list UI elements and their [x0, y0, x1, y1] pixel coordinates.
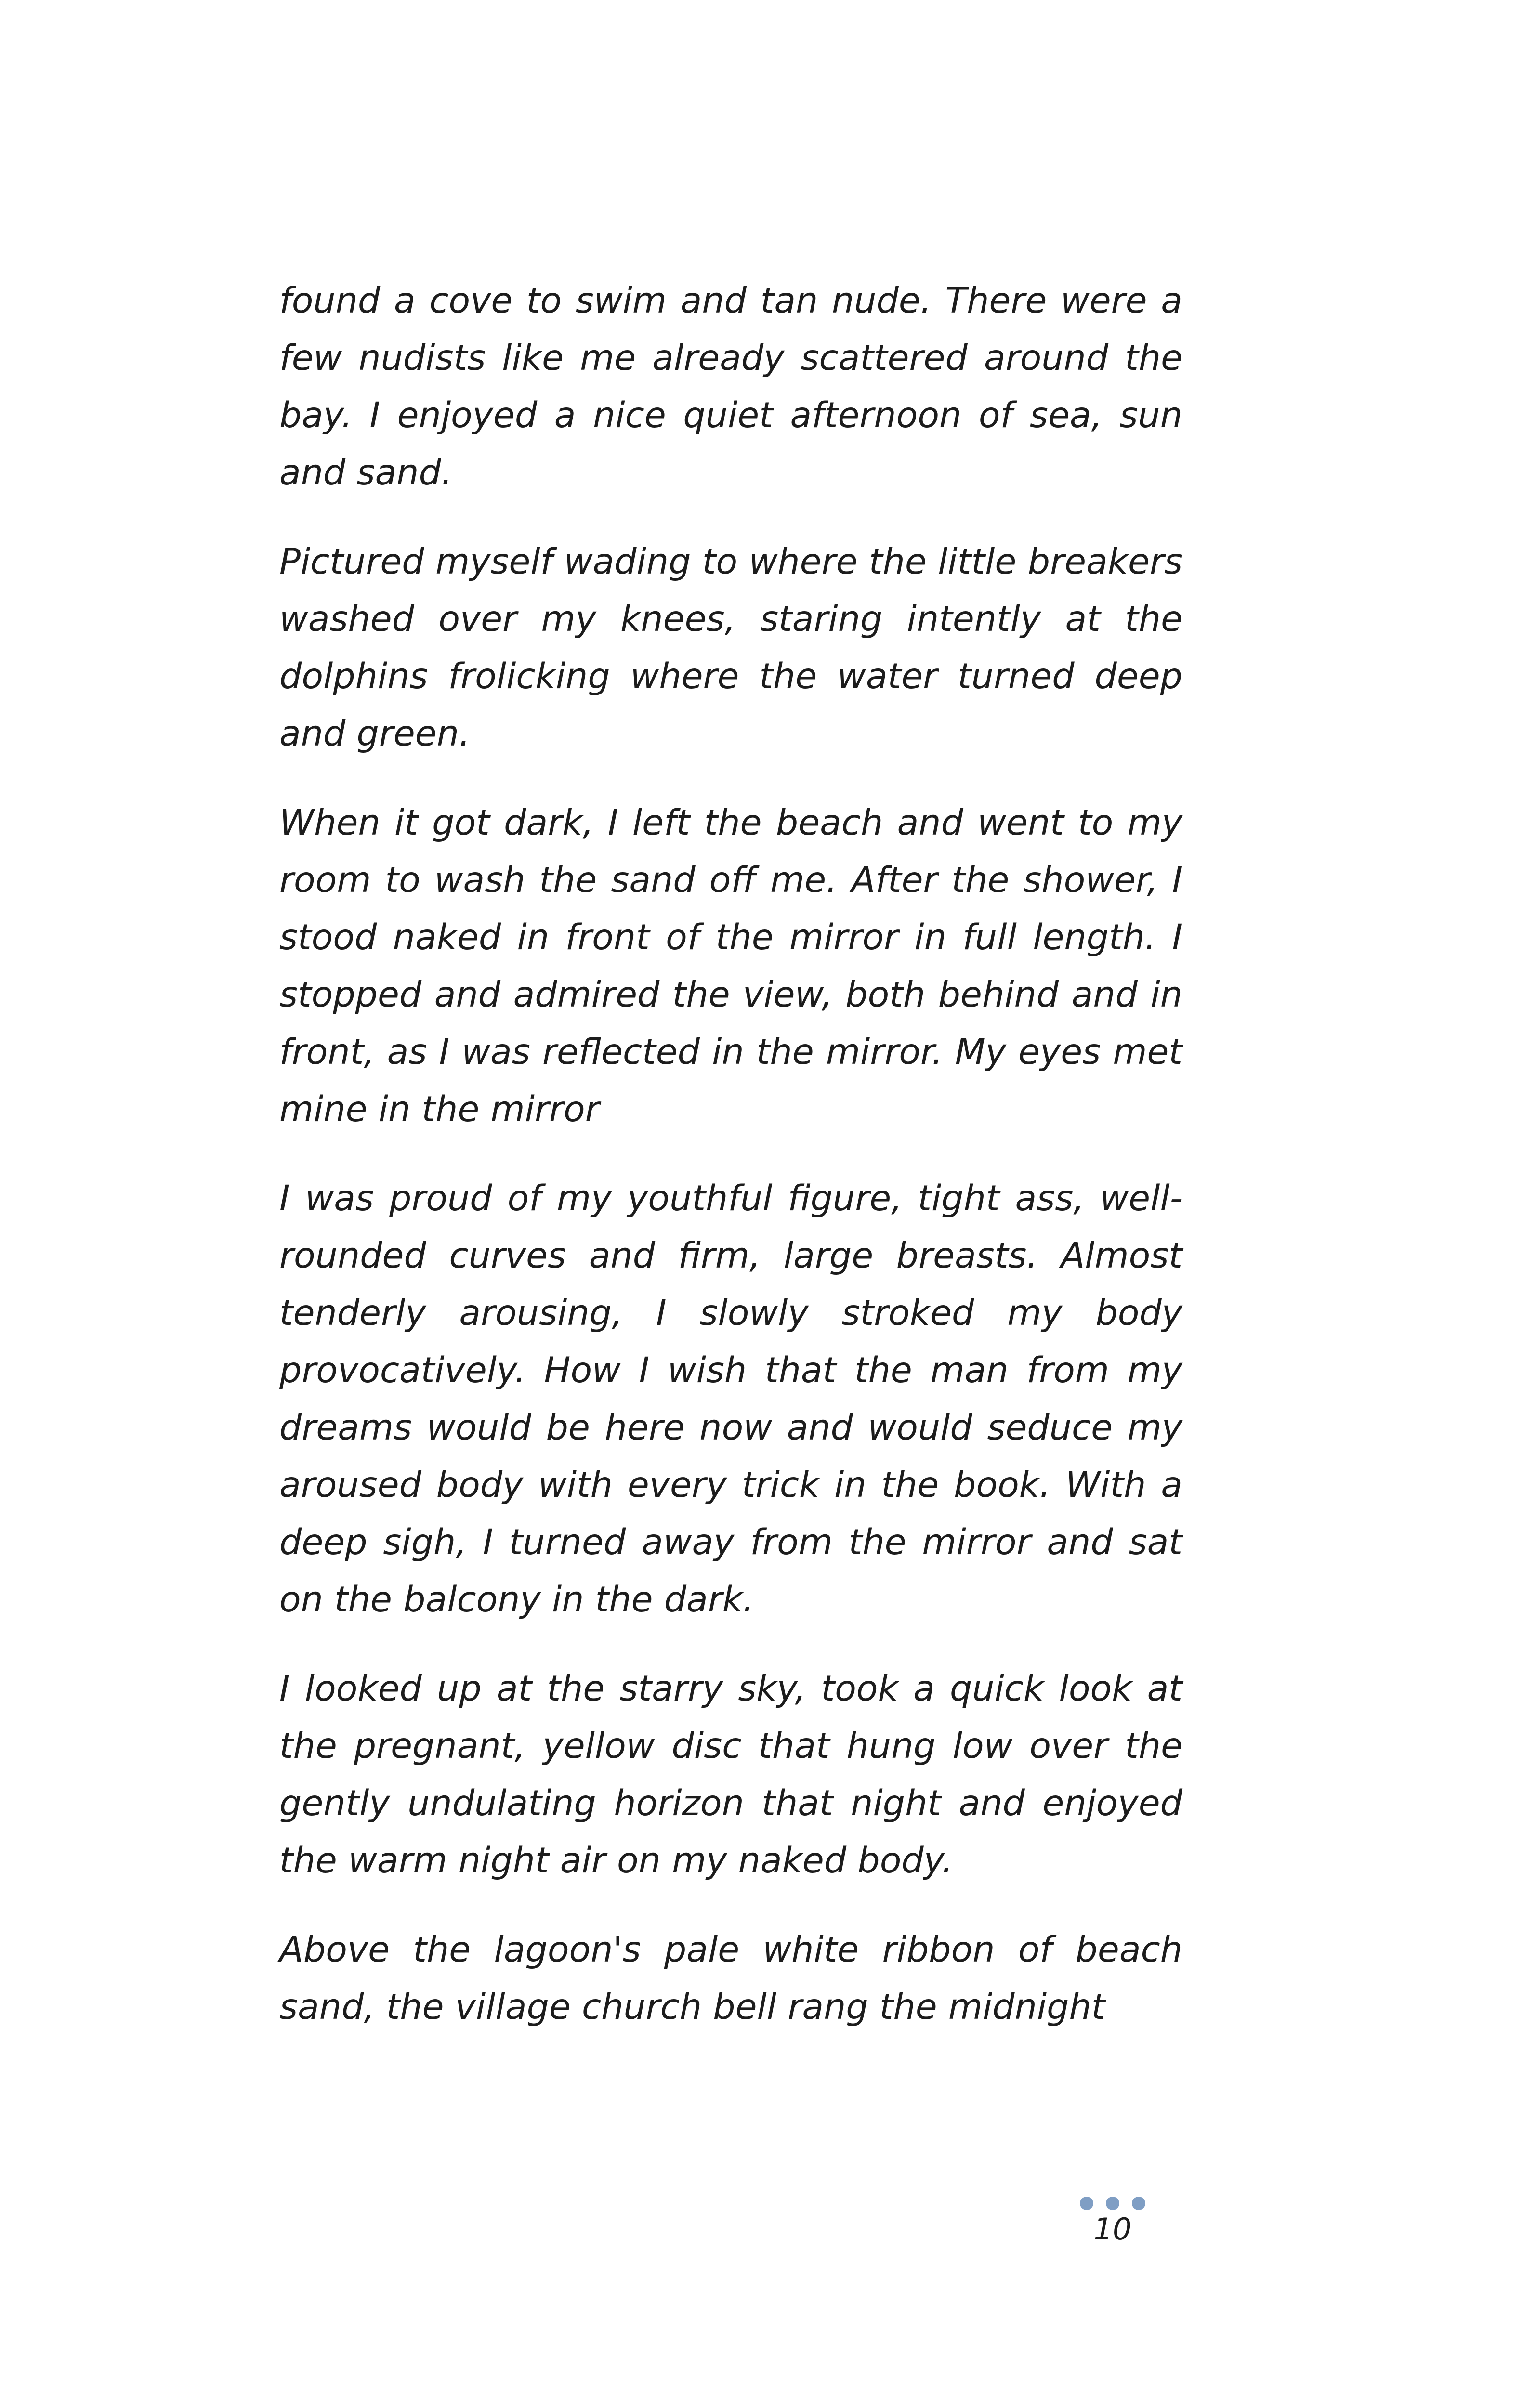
paragraph-1: found a cove to swim and tan nude. There were a few nudists like me already scattered around the bay. I enjoyed a nice quiet afternoon of sea, sun and sand. — [279, 280, 1182, 493]
page-number: 10 — [1093, 2212, 1132, 2247]
paragraph-2: Pictured myself wading to where the little breakers washed over my knees, staring intently at the dolphins frolicking where the water turned deep and green. — [279, 541, 1182, 754]
dot-icon — [1132, 2197, 1145, 2210]
paragraph-5: I looked up at the starry sky, took a quick look at the pregnant, yellow disc that hung low over the gently undulating horizon that night and enjoyed the warm night air on my naked body. — [279, 1668, 1182, 1881]
page-footer — [1069, 2196, 1156, 2246]
dot-icon — [1080, 2197, 1093, 2210]
paragraph-4: I was proud of my youthful figure, tight ass, well-rounded curves and firm, large breasts. Almost tenderly arousing, I slowly stroked my body provocatively. How I wish that the man from my dreams would be here now and would seduce my aroused body with every trick in the book. With a deep sigh, I turned away from the mirror and sat on the balcony in the dark. — [279, 1178, 1182, 1620]
page-dots-ornament — [1069, 2196, 1156, 2211]
paragraph-3: When it got dark, I left the beach and went to my room to wash the sand off me. After the shower, I stood naked in front of the mirror in full length. I stopped and admired the view, both behind and in front, as I was reflected in the mirror. My eyes met mine in the mirror — [279, 802, 1182, 1130]
paragraph-6: Above the lagoon's pale white ribbon of beach sand, the village church bell rang the midnight — [279, 1929, 1182, 2028]
body-text — [279, 272, 1182, 2036]
dot-icon — [1106, 2197, 1119, 2210]
